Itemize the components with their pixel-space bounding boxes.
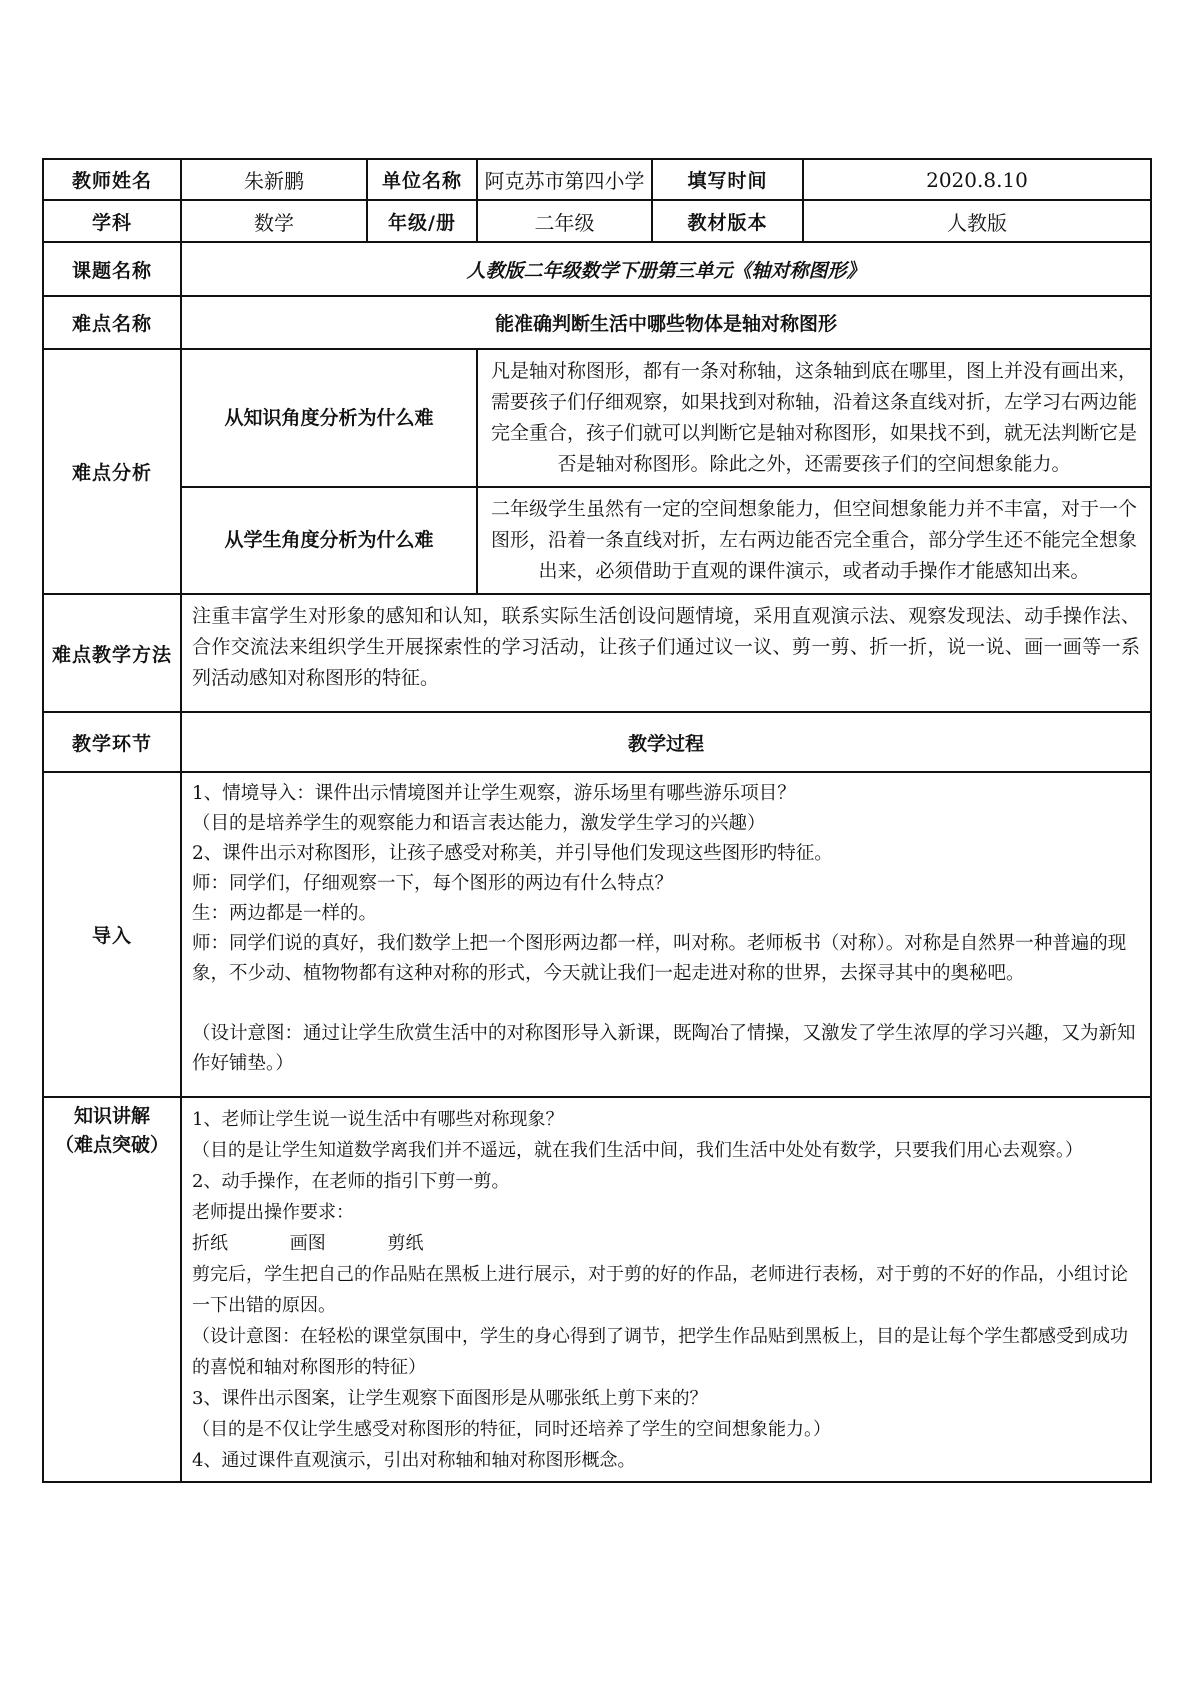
info-row-1 xyxy=(43,159,1151,200)
date-label: 填写时间 xyxy=(652,159,803,200)
difficulty-label: 难点名称 xyxy=(43,296,181,349)
intro-spacer xyxy=(192,989,1140,1019)
topic-label: 课题名称 xyxy=(43,242,181,296)
grade-value: 二年级 xyxy=(477,200,652,242)
intro-line-3: 2、课件出示对称图形，让孩子感受对称美，并引导他们发现这些图形旳特征。 xyxy=(192,843,833,864)
topic-value: 人教版二年级数学下册第三单元《轴对称图形》 xyxy=(181,242,1151,296)
intro-line-5: 生：两边都是一样的。 xyxy=(192,903,378,924)
info-row-2 xyxy=(43,200,1151,242)
operation-fold: 折纸 xyxy=(192,1233,228,1254)
analysis-row-knowledge xyxy=(43,349,1151,487)
knowledge-line-5: 剪完后，学生把自己的作品贴在黑板上进行展示，对于剪的好的作品，老师进行表杨，对于剪的不好的作品，小组讨论一下出错的原因。 xyxy=(192,1264,1128,1316)
analysis-row-student xyxy=(43,487,1151,594)
student-angle-text: 二年级学生虽然有一定的空间想象能力，但空间想象能力并不丰富，对于一个图形，沿着一条直线对折，左右两边能否完全重合，部分学生还不能完全想象出来，必须借助于直观的课件演示，或者动手操作才能感知出来。 xyxy=(477,487,1151,594)
knowledge-line-9: 4、通过课件直观演示，引出对称轴和轴对称图形概念。 xyxy=(192,1450,636,1471)
edition-label: 教材版本 xyxy=(652,200,803,242)
knowledge-line-7: 3、课件出示图案，让学生观察下面图形是从哪张纸上剪下来的？ xyxy=(192,1388,708,1409)
unit-value: 阿克苏市第四小学 xyxy=(477,159,652,200)
knowledge-label-main: 知识讲解 xyxy=(73,1105,150,1127)
grade-label: 年级/册 xyxy=(367,200,477,242)
unit-label: 单位名称 xyxy=(367,159,477,200)
student-angle-label: 从学生角度分析为什么难 xyxy=(181,487,477,594)
intro-line-2: （目的是培养学生的观察能力和语言表达能力，激发学生学习的兴趣） xyxy=(192,813,766,834)
topic-row xyxy=(43,242,1151,296)
operation-draw: 画图 xyxy=(289,1233,326,1254)
operation-list xyxy=(192,1228,1140,1259)
knowledge-content xyxy=(181,1097,1151,1482)
process-stage-label: 教学环节 xyxy=(43,712,181,772)
method-text: 注重丰富学生对形象的感知和认知，联系实际生活创设问题情境，采用直观演示法、观察发现法、动手操作法、合作交流法来组织学生开展探索性的学习活动，让孩子们通过议一议、剪一剪、折一折，说一说、画一画等一系列活动感知对称图形的特征。 xyxy=(181,594,1151,712)
intro-line-1: 1、情境导入：课件出示情境图并让学生观察，游乐场里有哪些游乐项目？ xyxy=(192,783,796,804)
operation-cut: 剪纸 xyxy=(387,1233,424,1254)
method-label: 难点教学方法 xyxy=(43,594,181,712)
process-header-row xyxy=(43,712,1151,772)
subject-value: 数学 xyxy=(181,200,367,242)
intro-label: 导入 xyxy=(43,772,181,1097)
analysis-label: 难点分析 xyxy=(43,349,181,594)
intro-line-4: 师：同学们，仔细观察一下，每个图形的两边有什么特点？ xyxy=(192,873,674,894)
teacher-value: 朱新鹏 xyxy=(181,159,367,200)
subject-label: 学科 xyxy=(43,200,181,242)
intro-design-note: （设计意图：通过让学生欣赏生活中的对称图形导入新课，既陶冶了情操，又激发了学生浓厚的学习兴趣，又为新知作好铺垫。） xyxy=(192,1023,1136,1074)
process-title: 教学过程 xyxy=(181,712,1151,772)
intro-row xyxy=(43,772,1151,1097)
knowledge-line-2: （目的是让学生知道数学离我们并不遥远，就在我们生活中间，我们生活中处处有数学，只要我们用心去观察。） xyxy=(192,1140,1083,1161)
teacher-label: 教师姓名 xyxy=(43,159,181,200)
difficulty-row xyxy=(43,296,1151,349)
knowledge-line-8: （目的是不仅让学生感受对称图形的特征，同时还培养了学生的空间想象能力。） xyxy=(192,1419,831,1440)
knowledge-line-3: 2、动手操作，在老师的指引下剪一剪。 xyxy=(192,1171,510,1192)
edition-value: 人教版 xyxy=(803,200,1151,242)
knowledge-angle-text: 凡是轴对称图形，都有一条对称轴，这条轴到底在哪里，图上并没有画出来，需要孩子们仔细观察，如果找到对称轴，沿着这条直线对折，左学习右两边能完全重合，孩子们就可以判断它是轴对称图形，如果找不到，就无法判断它是否是轴对称图形。除此之外，还需要孩子们的空间想象能力。 xyxy=(477,349,1151,487)
knowledge-line-1: 1、老师让学生说一说生活中有哪些对称现象？ xyxy=(192,1109,564,1130)
method-row xyxy=(43,594,1151,712)
knowledge-angle-label: 从知识角度分析为什么难 xyxy=(181,349,477,487)
knowledge-line-6: （设计意图：在轻松的课堂氛围中，学生的身心得到了调节，把学生作品贴到黑板上，目的是让每个学生都感受到成功的喜悦和轴对称图形的特征） xyxy=(192,1326,1128,1378)
intro-line-6: 师：同学们说的真好，我们数学上把一个图形两边都一样，叫对称。老师板书（对称）。对称是自然界一种普遍的现象，不少动、植物物都有这种对称的形式，今天就让我们一起走进对称的世界，去探寻其中的奥秘吧。 xyxy=(192,933,1127,984)
knowledge-line-4: 老师提出操作要求： xyxy=(192,1202,354,1223)
knowledge-label xyxy=(43,1097,181,1482)
date-value: 2020.8.10 xyxy=(803,159,1151,200)
lesson-plan-table xyxy=(42,158,1152,1483)
knowledge-label-sub: （难点突破） xyxy=(54,1134,169,1156)
difficulty-value: 能准确判断生活中哪些物体是轴对称图形 xyxy=(181,296,1151,349)
knowledge-row xyxy=(43,1097,1151,1482)
intro-content xyxy=(181,772,1151,1097)
